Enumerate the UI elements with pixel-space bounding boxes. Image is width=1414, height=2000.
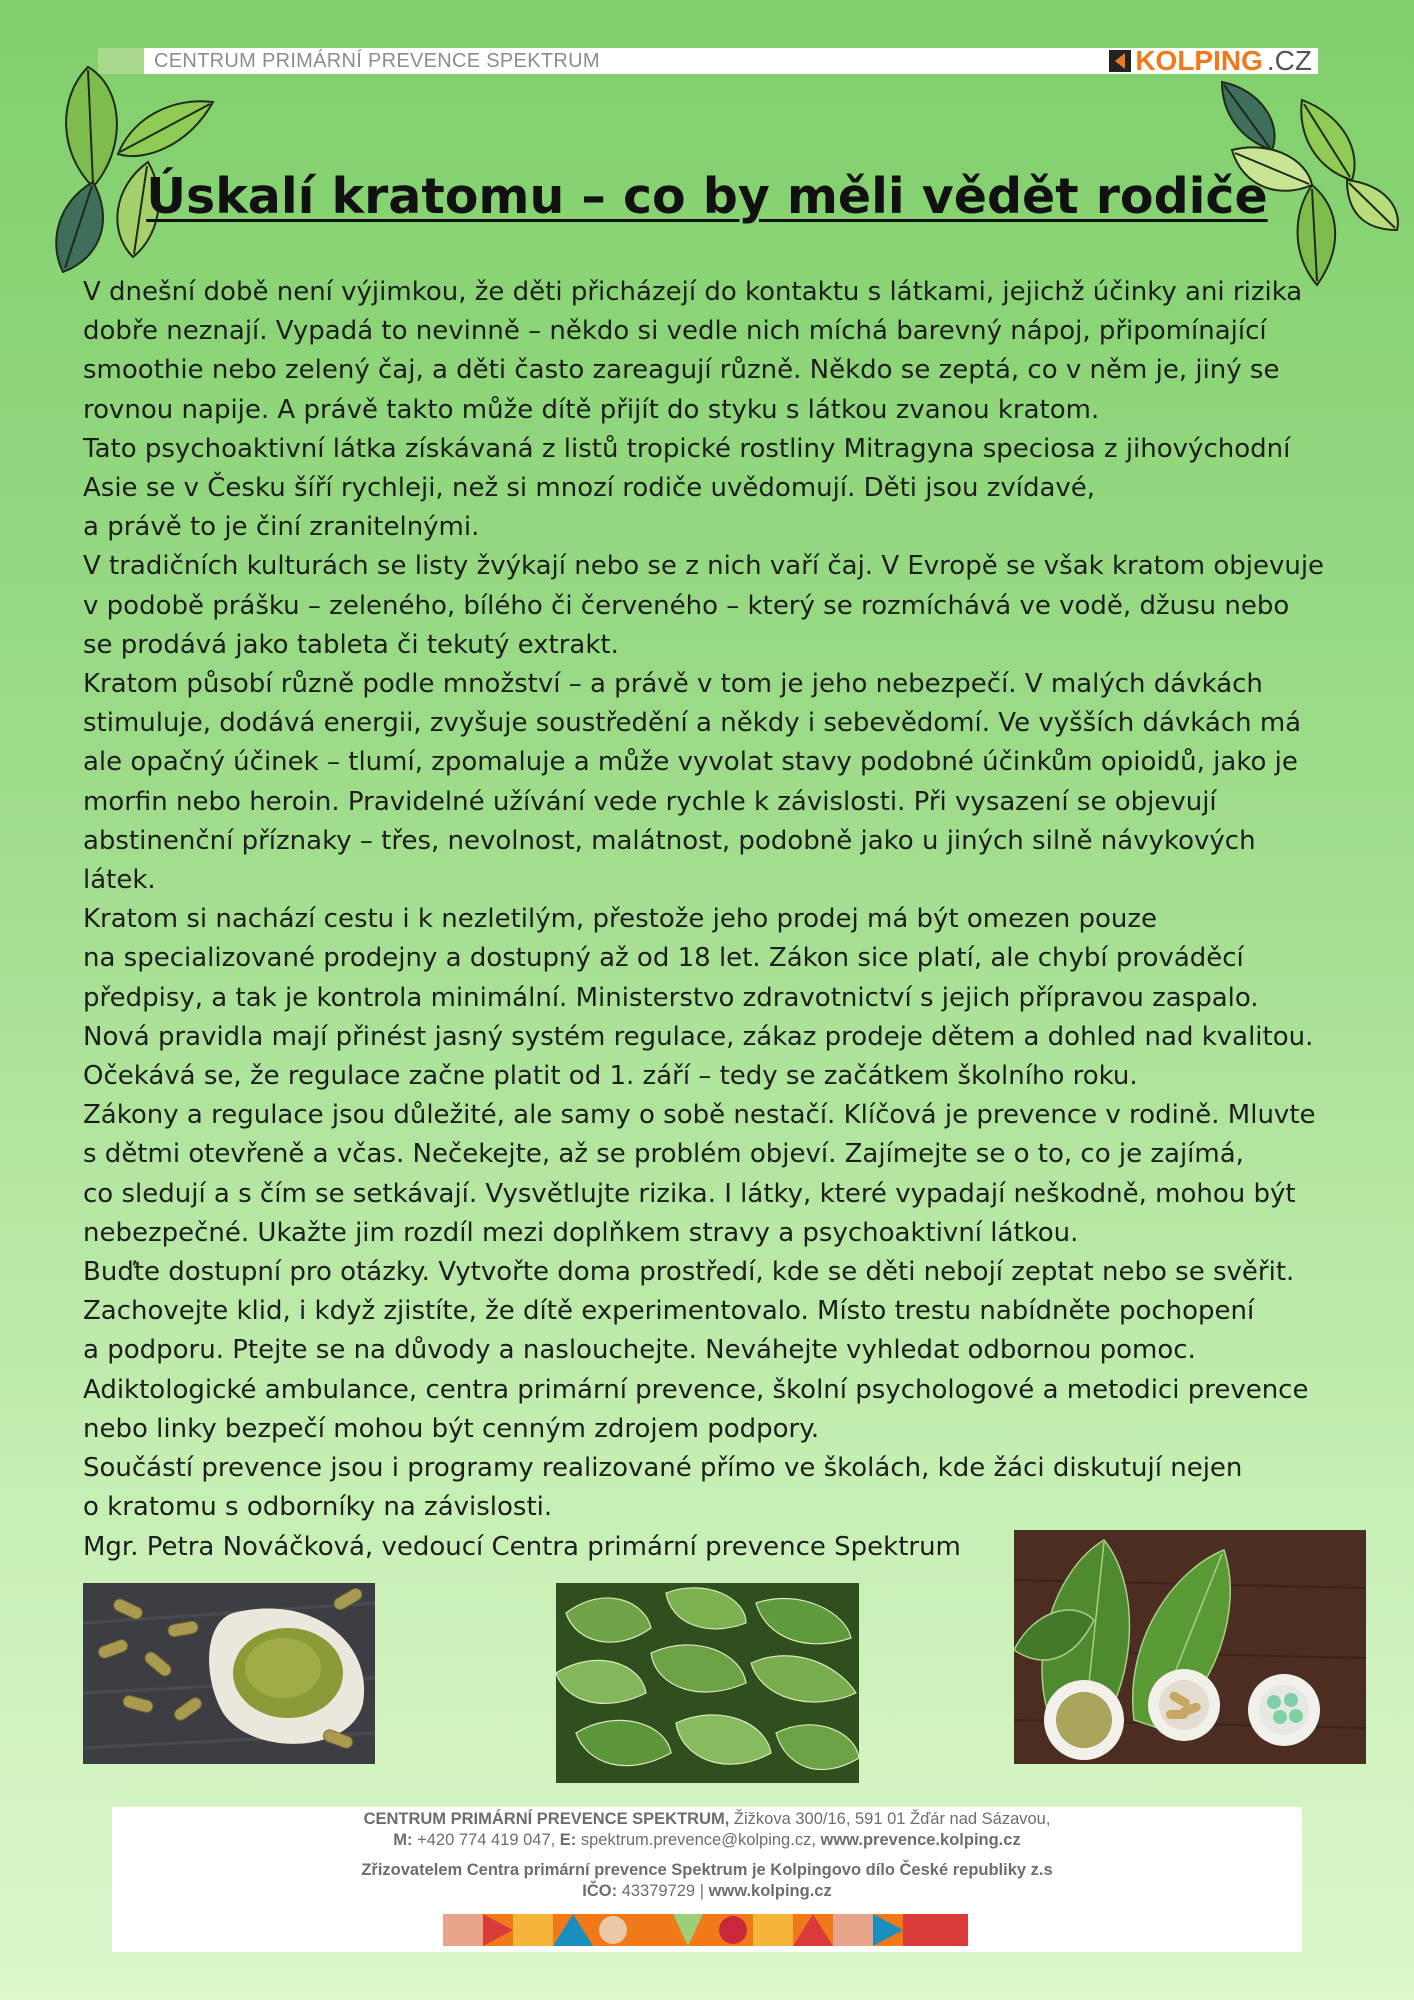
paragraph-regulation: Kratom si nachází cestu i k nezletilým, přestože jeho prodej má být omezen pouze na specializované prodejny a dostupný až od 18 let. Zákon sice platí, ale chybí prováděcí předpisy, a tak je kontrola minimální. Ministerstvo zdravotnictví s jejich přípravou zaspalo. Nová pravidla mají přinést jasný systém regulace, zákaz prodeje dětem a dohled nad kvalitou. Očekává se, že regulace začne platit od 1. září – tedy se začátkem školního roku.: [83, 904, 1314, 1092]
paragraph-traditional-use: V tradičních kulturách se listy žvýkají nebo se z nich vaří čaj. V Evropě se však kratom objevuje v podobě prášku – zeleného, bílého či červeného – který se rozmíchává ve vodě, džusu nebo se prodává jako tableta či tekutý extrakt.: [83, 551, 1325, 660]
footer-ico-line: [112, 1881, 1302, 1902]
footer-phone-label: M:: [393, 1831, 413, 1849]
footer-contact-line: [112, 1830, 1302, 1851]
paragraph-support: Buďte dostupní pro otázky. Vytvořte doma prostředí, kde se děti nebojí zeptat nebo se svěřit. Zachovejte klid, i když zjistíte, že dítě experimentovalo. Místo trestu nabídněte pochopení a podporu. Ptejte se na důvody a naslouchejte. Neváhejte vyhledat odbornou pomoc. Adiktologické ambulance, centra primární prevence, školní psychologové a metodici prevence nebo linky bezpečí mohou být cenným zdrojem podpory.: [83, 1257, 1309, 1444]
logo-tld: .CZ: [1266, 45, 1312, 76]
footer-pattern-strip-icon: [443, 1914, 968, 1946]
paragraph-prevention: Zákony a regulace jsou důležité, ale samy o sobě nestačí. Klíčová je prevence v rodině. Mluvte s dětmi otevřeně a včas. Nečekejte, až se problém objeví. Zajímejte se o to, co je zajímá, co sledují a s čím se setkávají. Vysvětlujte rizika. I látky, které vypadají neškodně, mohou být nebezpečné. Ukažte jim rozdíl mezi doplňkem stravy a psychoaktivní látkou.: [83, 1100, 1316, 1248]
paragraph-effects: Kratom působí různě podle množství – a právě v tom je jeho nebezpečí. V malých dávkách stimuluje, dodává energii, zvyšuje soustředění a někdy i sebevědomí. Ve vyšších dávkách má ale opačný účinek – tlumí, zpomaluje a může vyvolat stavy podobné účinkům opioidů, jako je morfin nebo heroin. Pravidelné užívání vede rychle k závislosti. Při vysazení se objevují abstinenční příznaky – třes, nevolnost, malátnost, podobně jako u jiných silně návykových látek.: [83, 669, 1302, 896]
kolping-logo: [1109, 45, 1318, 77]
paragraph-intro: V dnešní době není výjimkou, že děti přicházejí do kontaktu s látkami, jejichž účinky ani rizika dobře neznají. Vypadá to nevinně – někdo si vedle nich míchá barevný nápoj, připomínající smoothie nebo zelený čaj, a děti často zareagují různě. Někdo se zeptá, co v něm je, jiný se rovnou napije. A právě takto může dítě přijít do styku s látkou zvanou kratom.: [83, 277, 1303, 425]
footer-contact: [112, 1807, 1302, 1952]
kolping-logo-icon: [1109, 50, 1131, 72]
paragraph-school-programs: Součástí prevence jsou i programy realizované přímo ve školách, kde žáci diskutují nejen o kratomu s odborníky na závislosti.: [83, 1453, 1243, 1523]
footer-address-line: [112, 1809, 1302, 1830]
footer-address: Žižkova 300/16, 591 01 Žďár nad Sázavou,: [729, 1810, 1051, 1828]
footer-email-label: E:: [559, 1831, 577, 1849]
article-body: [83, 273, 1333, 1567]
kratom-bowls-photo: [1014, 1530, 1366, 1764]
kratom-plant-photo: [556, 1583, 859, 1783]
footer-org-name: CENTRUM PRIMÁRNÍ PREVENCE SPEKTRUM,: [363, 1810, 730, 1828]
footer-ico-label: IČO:: [582, 1882, 618, 1900]
header-org-name: CENTRUM PRIMÁRNÍ PREVENCE SPEKTRUM: [154, 49, 600, 72]
footer-ico: 43379729 |: [617, 1882, 709, 1900]
footer-founder-text: Zřizovatelem Centra primární prevence Spektrum je Kolpingovo dílo České republiky z.s: [361, 1861, 1053, 1879]
page-title: Úskalí kratomu – co by měli vědět rodiče: [146, 168, 1268, 225]
kratom-powder-photo: [83, 1583, 375, 1764]
footer-website2-link[interactable]: www.kolping.cz: [708, 1882, 832, 1900]
header-bar: [98, 45, 1318, 76]
footer-website-link[interactable]: www.prevence.kolping.cz: [820, 1831, 1021, 1849]
author-signature: Mgr. Petra Nováčková, vedoucí Centra primární prevence Spektrum: [83, 1531, 961, 1562]
footer-phone: +420 774 419 047,: [412, 1831, 560, 1849]
logo-brand: KOLPING: [1135, 45, 1263, 76]
paragraph-substance: Tato psychoaktivní látka získávaná z listů tropické rostliny Mitragyna speciosa z jihovýchodní Asie se v Česku šíří rychleji, než si mnozí rodiče uvědomují. Děti jsou zvídavé, a právě to je činí zranitelnými.: [83, 433, 1291, 543]
footer-email-link[interactable]: spektrum.prevence@kolping.cz,: [576, 1831, 821, 1849]
footer-founder: [112, 1860, 1302, 1881]
